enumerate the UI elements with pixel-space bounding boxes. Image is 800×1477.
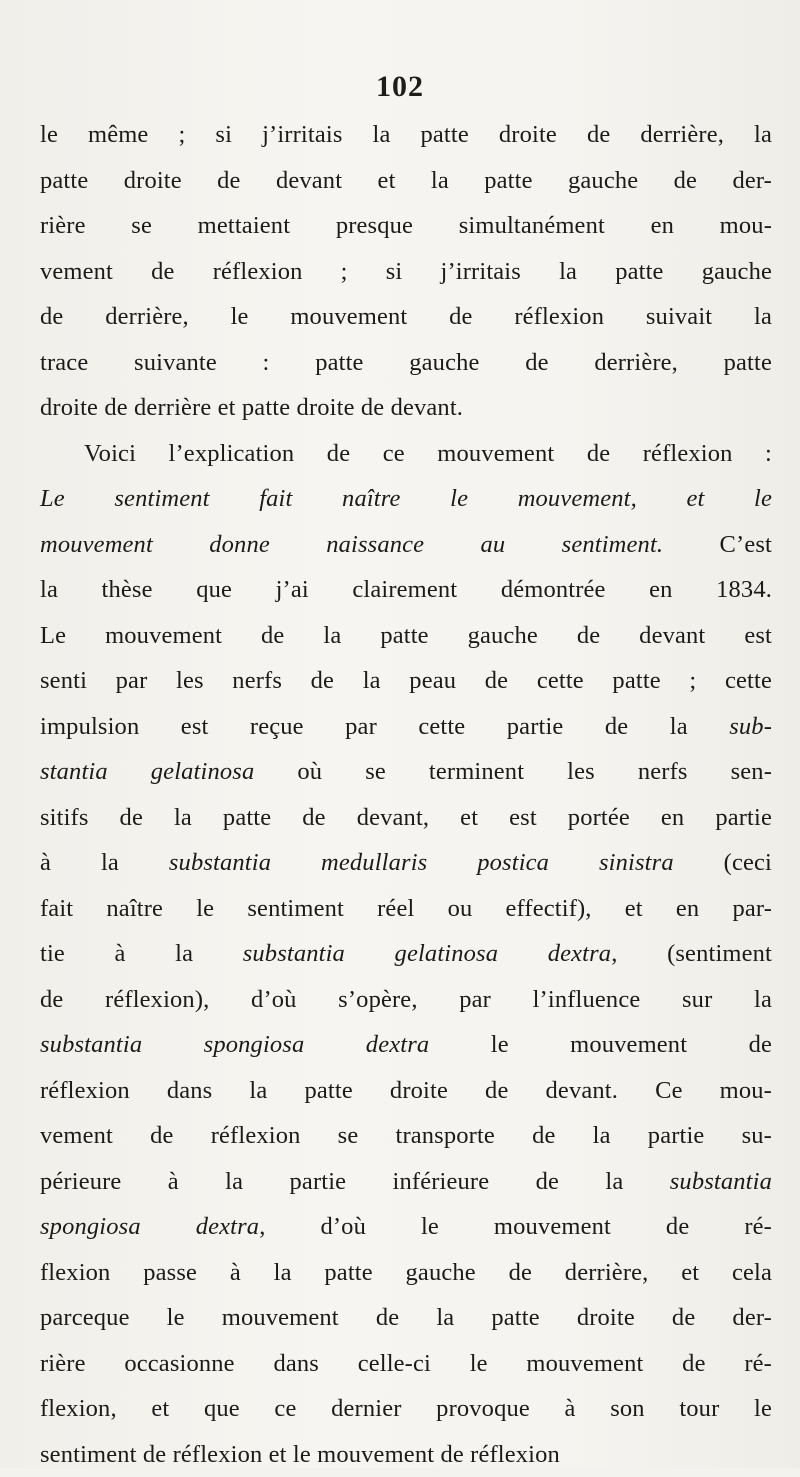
text-span: vement de réflexion se transporte de la partie su- bbox=[40, 1122, 772, 1149]
text-span: trace suivante : patte gauche de derrière, patte bbox=[40, 349, 772, 376]
text-span: rière occasionne dans celle-ci le mouvement de ré- bbox=[40, 1350, 772, 1377]
text-line bbox=[40, 385, 772, 431]
text-line bbox=[40, 886, 772, 932]
text-span: (ceci bbox=[674, 849, 772, 876]
text-line bbox=[40, 522, 772, 568]
text-line bbox=[40, 476, 772, 522]
italic-text: substantia bbox=[670, 1168, 772, 1195]
text-line bbox=[40, 1432, 772, 1477]
text-span: , d’où le mouvement de ré- bbox=[259, 1213, 772, 1240]
text-span: vement de réflexion ; si j’irritais la patte gauche bbox=[40, 258, 772, 285]
text-line bbox=[40, 1295, 772, 1341]
text-span: rière se mettaient presque simultanément en mou- bbox=[40, 212, 772, 239]
text-line bbox=[40, 112, 772, 158]
text-line bbox=[40, 340, 772, 386]
italic-text: spongiosa dextra bbox=[40, 1213, 259, 1240]
text-span: parceque le mouvement de la patte droite de der- bbox=[40, 1304, 772, 1331]
text-span: sentiment de réflexion et le mouvement de réflexion bbox=[40, 1441, 560, 1468]
text-line bbox=[40, 658, 772, 704]
text-line bbox=[40, 1204, 772, 1250]
page-number: 102 bbox=[0, 70, 800, 104]
text-span: patte droite de devant et la patte gauche de der- bbox=[40, 167, 772, 194]
text-line bbox=[40, 158, 772, 204]
text-span: impulsion est reçue par cette partie de la bbox=[40, 713, 729, 740]
text-span: flexion passe à la patte gauche de derrière, et cela bbox=[40, 1259, 772, 1286]
italic-text: sub- bbox=[729, 713, 772, 740]
text-span: réflexion dans la patte droite de devant. Ce mou- bbox=[40, 1077, 772, 1104]
text-span: de derrière, le mouvement de réflexion suivait la bbox=[40, 303, 772, 330]
text-line bbox=[40, 1113, 772, 1159]
italic-text: Le sentiment fait naître le mouvement, et le bbox=[40, 485, 772, 512]
text-span: sitifs de la patte de devant, et est portée en partie bbox=[40, 804, 772, 831]
italic-text: mouvement donne naissance au sentiment. bbox=[40, 531, 663, 558]
text-line bbox=[40, 249, 772, 295]
text-span: où se terminent les nerfs sen- bbox=[254, 758, 772, 785]
text-span: à la bbox=[40, 849, 169, 876]
text-line bbox=[40, 704, 772, 750]
text-line bbox=[40, 749, 772, 795]
italic-text: substantia gelatinosa dextra bbox=[243, 940, 611, 967]
italic-text: substantia medullaris postica sinistra bbox=[169, 849, 674, 876]
italic-text: stantia gelatinosa bbox=[40, 758, 254, 785]
text-span: flexion, et que ce dernier provoque à son tour le bbox=[40, 1395, 772, 1422]
text-line bbox=[40, 1341, 772, 1387]
text-span: fait naître le sentiment réel ou effectif), et en par- bbox=[40, 895, 772, 922]
text-span: périeure à la partie inférieure de la bbox=[40, 1168, 670, 1195]
text-line bbox=[40, 613, 772, 659]
text-line bbox=[40, 1159, 772, 1205]
text-line bbox=[40, 203, 772, 249]
text-span: C’est bbox=[663, 531, 772, 558]
text-span: de réflexion), d’où s’opère, par l’influence sur la bbox=[40, 986, 772, 1013]
text-line bbox=[40, 1386, 772, 1432]
text-line bbox=[40, 795, 772, 841]
text-line bbox=[40, 1250, 772, 1296]
text-line bbox=[40, 567, 772, 613]
text-span: le mouvement de bbox=[429, 1031, 772, 1058]
text-span: tie à la bbox=[40, 940, 243, 967]
text-line bbox=[40, 1022, 772, 1068]
text-span: droite de derrière et patte droite de devant. bbox=[40, 394, 463, 421]
text-span: le même ; si j’irritais la patte droite de derrière, la bbox=[40, 121, 772, 148]
text-span: Le mouvement de la patte gauche de devant est bbox=[40, 622, 772, 649]
text-line bbox=[40, 931, 772, 977]
text-span: , (sentiment bbox=[611, 940, 772, 967]
body-text bbox=[40, 112, 772, 1477]
text-span: la thèse que j’ai clairement démontrée en 1834. bbox=[40, 576, 772, 603]
text-line bbox=[40, 1068, 772, 1114]
text-line bbox=[40, 294, 772, 340]
text-span: Voici l’explication de ce mouvement de réflexion : bbox=[84, 440, 772, 467]
italic-text: substantia spongiosa dextra bbox=[40, 1031, 429, 1058]
text-span: senti par les nerfs de la peau de cette patte ; cette bbox=[40, 667, 772, 694]
text-line bbox=[40, 431, 772, 477]
text-line bbox=[40, 840, 772, 886]
text-line bbox=[40, 977, 772, 1023]
